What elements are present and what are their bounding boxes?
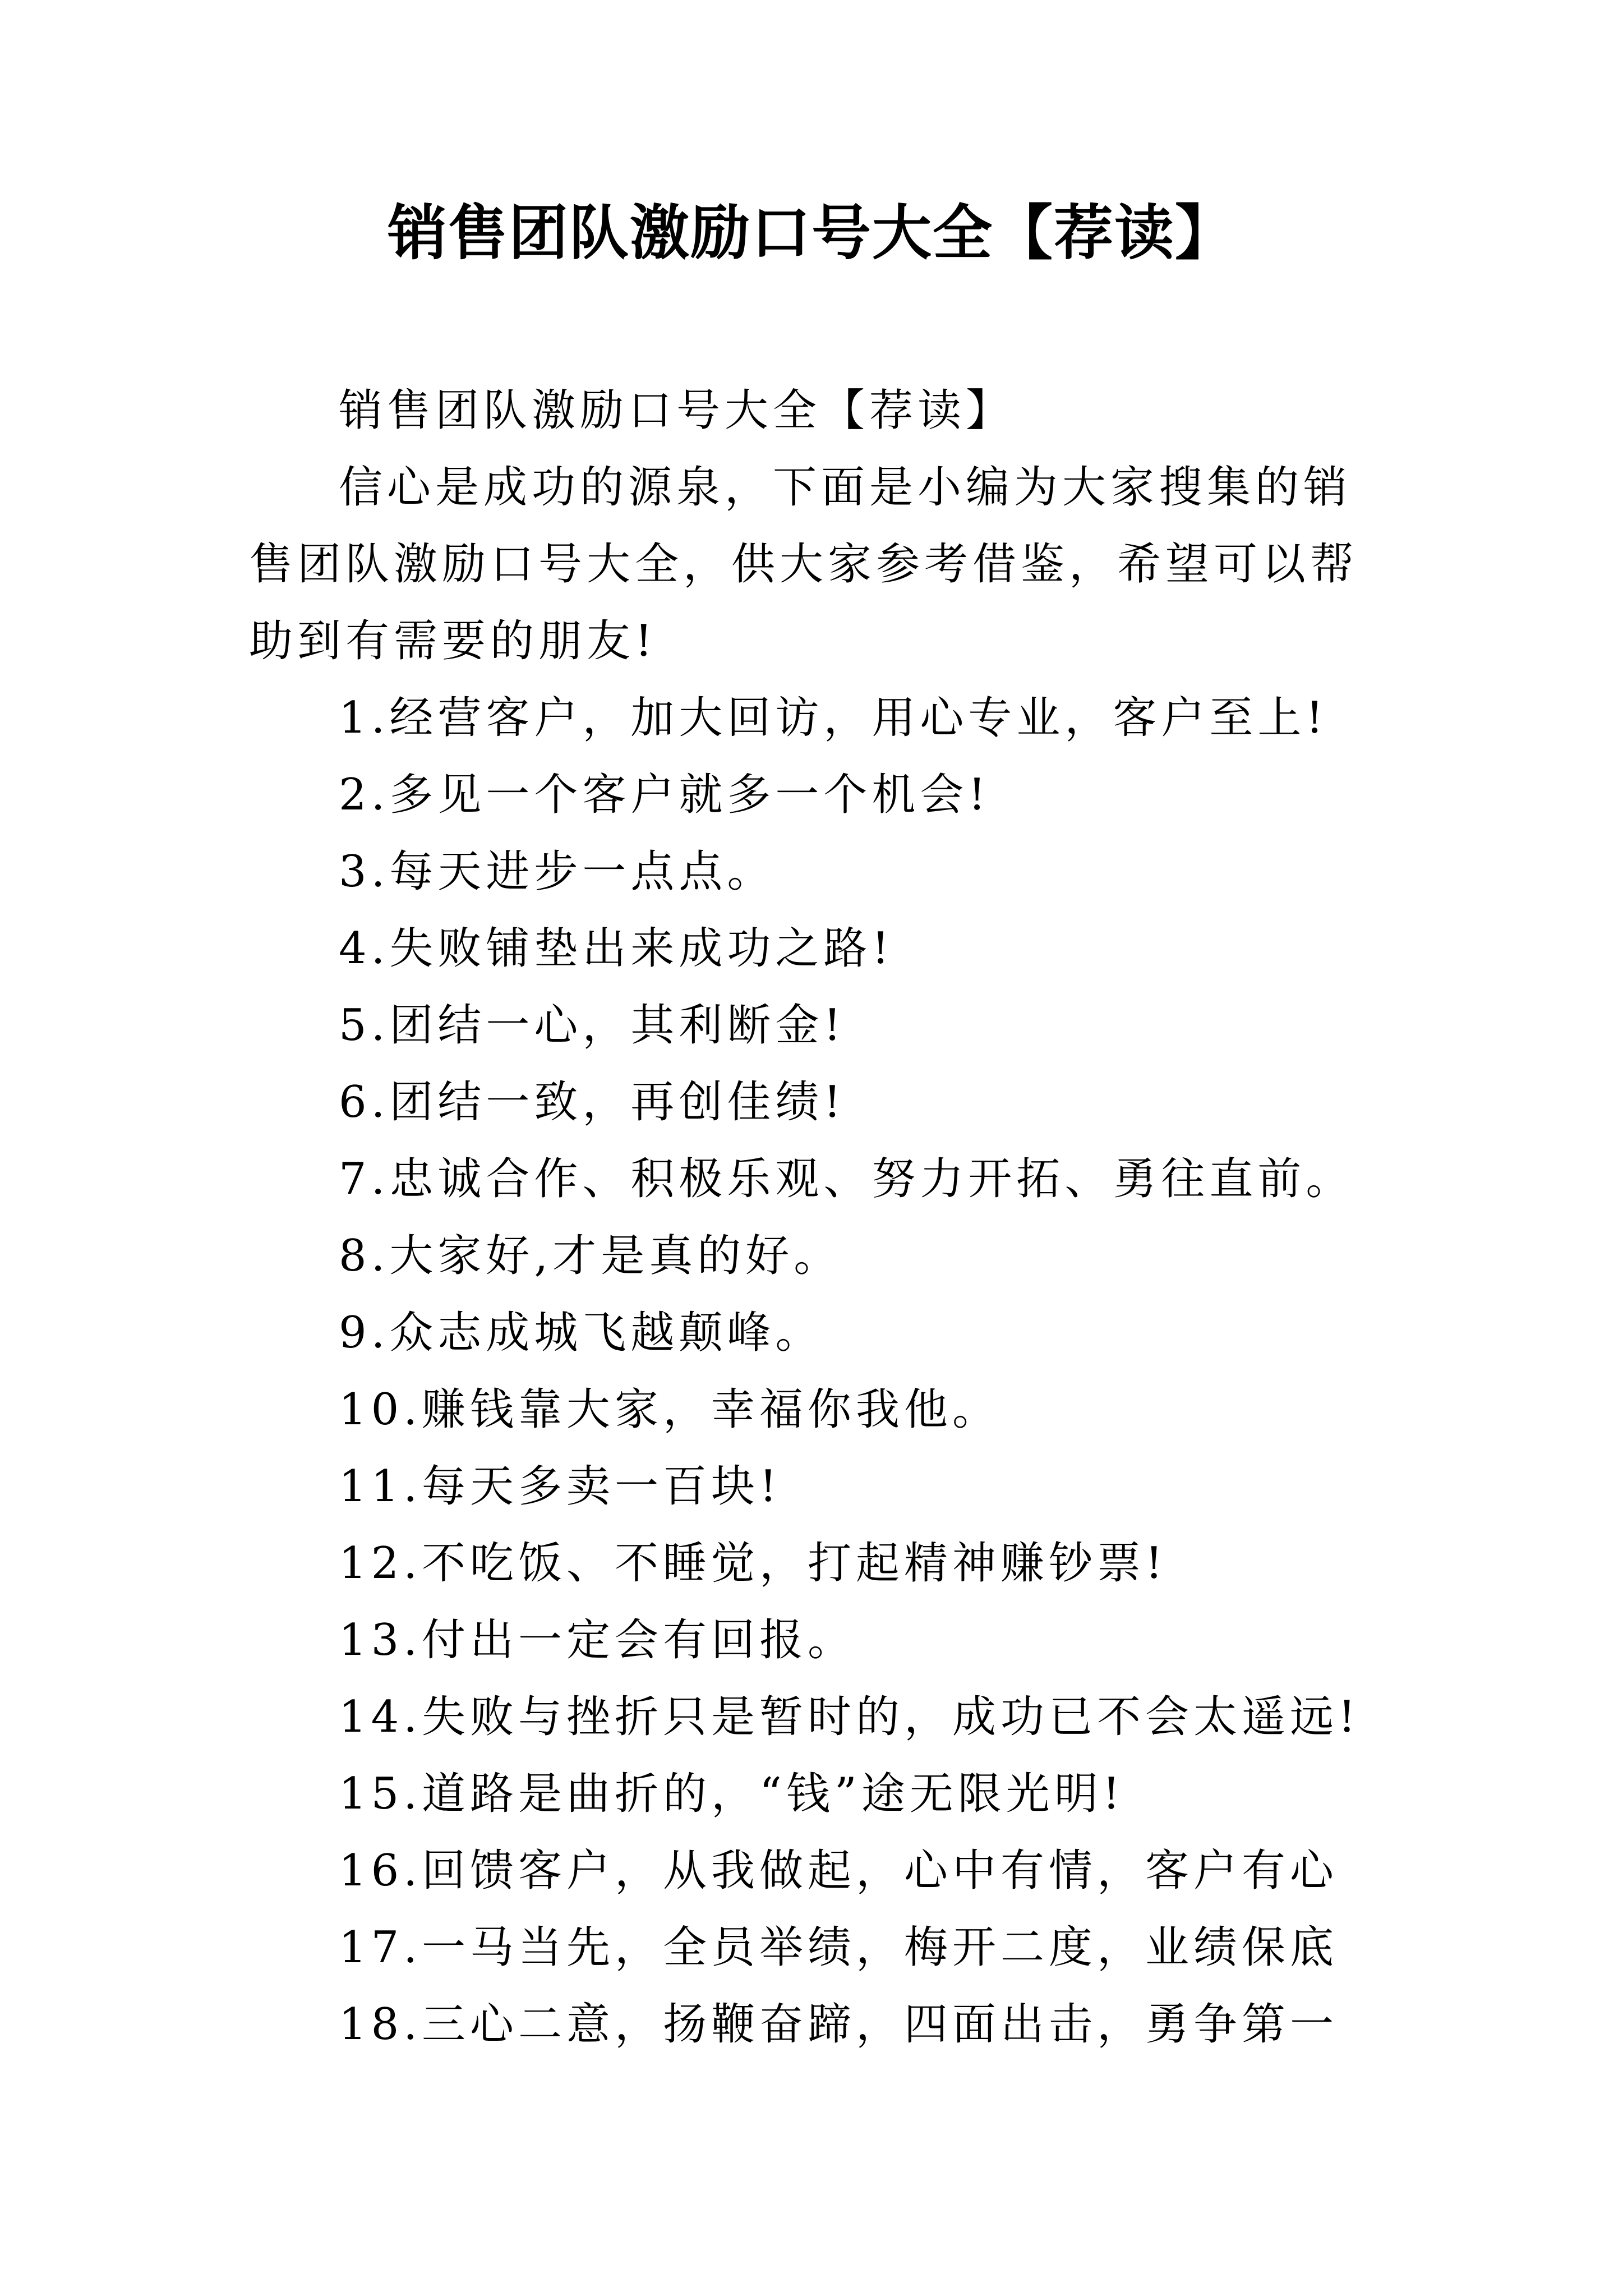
slogan-item: 7.忠诚合作、积极乐观、努力开拓、勇往直前。 — [339, 1154, 1354, 1204]
slogan-item: 15.道路是曲折的，“钱”途无限光明! — [339, 1769, 1125, 1819]
slogan-item: 17.一马当先，全员举绩，梅开二度，业绩保底 — [339, 1922, 1339, 1973]
slogan-item: 9.众志成城飞越颠峰。 — [339, 1308, 824, 1358]
slogan-item: 11.每天多卖一百块! — [339, 1461, 782, 1512]
slogan-item: 12.不吃饭、不睡觉，打起精神赚钞票! — [339, 1538, 1168, 1589]
slogan-item: 16.回馈客户，从我做起，心中有情，客户有心 — [339, 1846, 1339, 1896]
slogan-item: 2.多见一个客户就多一个机会! — [339, 770, 990, 820]
slogan-item: 5.团结一心，其利断金! — [339, 1000, 846, 1051]
slogan-item: 10.赚钱靠大家，幸福你我他。 — [339, 1384, 1001, 1435]
slogan-item: 6.团结一致，再创佳绩! — [339, 1077, 846, 1128]
slogan-item: 8.大家好,才是真的好。 — [339, 1231, 842, 1281]
intro-paragraph: 信心是成功的源泉，下面是小编为大家搜集的销售团队激励口号大全，供大家参考借鉴，希望可以帮助到有需要的朋友! — [249, 462, 1359, 666]
slogan-item: 18.三心二意，扬鞭奋蹄，四面出击，勇争第一 — [339, 1999, 1339, 2050]
slogan-item: 1.经营客户，加大回访，用心专业，客户至上! — [339, 693, 1328, 743]
slogan-item: 13.付出一定会有回报。 — [339, 1615, 856, 1665]
subtitle-paragraph: 销售团队激励口号大全【荐读】 — [339, 385, 1015, 436]
slogan-item: 3.每天进步一点点。 — [339, 846, 776, 897]
slogan-list — [249, 680, 1376, 2063]
slogan-item: 4.失败铺垫出来成功之路! — [339, 923, 894, 974]
document-title: 销售团队激励口号大全【荐读】 — [388, 197, 1235, 268]
slogan-item: 14.失败与挫折只是暂时的，成功已不会太遥远! — [339, 1692, 1361, 1742]
document-body — [249, 372, 1376, 2063]
